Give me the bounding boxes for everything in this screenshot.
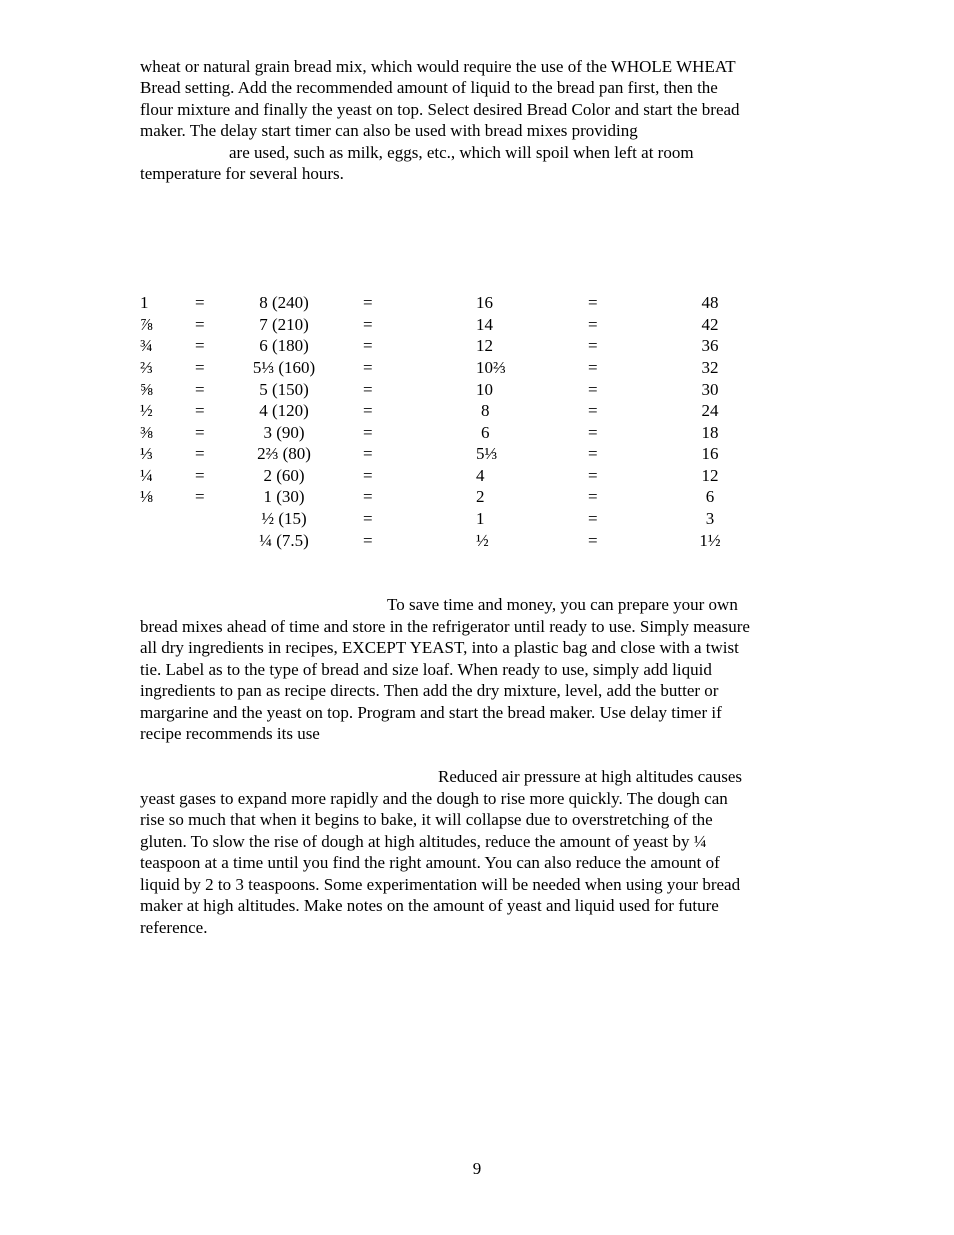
paragraph-line: Reduced air pressure at high altitudes causes <box>438 767 743 786</box>
paragraph-line: To save time and money, you can prepare your own <box>387 595 738 614</box>
equals-sign: = <box>363 380 373 399</box>
equals-sign: = <box>363 423 373 442</box>
fl-oz-ml-cell: 6 (180) <box>259 336 309 355</box>
cup-cell: ⅞ <box>140 315 153 334</box>
fl-oz-ml-cell: 2⅔ (80) <box>257 444 311 463</box>
equals-sign: = <box>588 509 598 528</box>
paragraph-line: gluten. To slow the rise of dough at high altitudes, reduce the amount of yeast by ¼ <box>140 832 707 851</box>
paragraph-line: Bread setting. Add the recommended amount of liquid to the bread pan first, then the <box>140 78 718 97</box>
paragraph-line: reference. <box>140 918 208 937</box>
teaspoon-cell: 48 <box>701 293 719 312</box>
paragraph-line: margarine and the yeast on top. Program and start the bread maker. Use delay timer if <box>140 703 722 722</box>
cup-cell: ¼ <box>140 466 153 485</box>
teaspoon-cell: 24 <box>701 401 719 420</box>
table-row <box>0 292 954 314</box>
fl-oz-ml-cell: ¼ (7.5) <box>259 531 309 550</box>
equals-sign: = <box>588 293 598 312</box>
cup-cell: ⅔ <box>140 358 153 377</box>
teaspoon-cell: 3 <box>705 509 715 528</box>
tablespoon-cell: 1 <box>476 509 485 528</box>
equals-sign: = <box>195 315 205 334</box>
teaspoon-cell: 18 <box>701 423 719 442</box>
cup-cell: ⅝ <box>140 380 153 399</box>
tablespoon-cell: 6 <box>481 423 490 442</box>
table-row <box>0 443 954 465</box>
tablespoon-cell: 14 <box>476 315 493 334</box>
fl-oz-ml-cell: 8 (240) <box>259 293 309 312</box>
teaspoon-cell: 30 <box>701 380 719 399</box>
page-number: 9 <box>472 1159 482 1178</box>
paragraph-line: liquid by 2 to 3 teaspoons. Some experimentation will be needed when using your bread <box>140 875 741 894</box>
fl-oz-ml-cell: 7 (210) <box>259 315 309 334</box>
cup-cell: ½ <box>140 401 153 420</box>
paragraph-line: teaspoon at a time until you find the right amount. You can also reduce the amount of <box>140 853 720 872</box>
fl-oz-ml-cell: 5⅓ (160) <box>252 358 316 377</box>
equals-sign: = <box>195 466 205 485</box>
equals-sign: = <box>588 444 598 463</box>
teaspoon-cell: 1½ <box>699 531 721 550</box>
equals-sign: = <box>363 358 373 377</box>
equals-sign: = <box>363 336 373 355</box>
paragraph-line: temperature for several hours. <box>140 164 344 183</box>
paragraph-line: recipe recommends its use <box>140 724 320 743</box>
table-row <box>0 530 954 552</box>
teaspoon-cell: 16 <box>701 444 719 463</box>
cup-cell: ⅛ <box>140 487 153 506</box>
equals-sign: = <box>588 336 598 355</box>
table-row <box>0 400 954 422</box>
equals-sign: = <box>588 380 598 399</box>
equals-sign: = <box>363 293 373 312</box>
paragraph-line: rise so much that when it begins to bake, it will collapse due to overstretching of the <box>140 810 713 829</box>
paragraph-line: maker. The delay start timer can also be used with bread mixes providing <box>140 121 638 140</box>
tablespoon-cell: 10 <box>476 380 493 399</box>
equals-sign: = <box>588 466 598 485</box>
cup-cell: 1 <box>140 293 149 312</box>
tablespoon-cell: 5⅓ <box>476 444 498 463</box>
equals-sign: = <box>588 315 598 334</box>
fl-oz-ml-cell: 4 (120) <box>259 401 309 420</box>
equals-sign: = <box>363 509 373 528</box>
equals-sign: = <box>195 358 205 377</box>
cup-cell: ⅓ <box>140 444 153 463</box>
teaspoon-cell: 6 <box>705 487 715 506</box>
table-row <box>0 508 954 530</box>
paragraph-line: all dry ingredients in recipes, EXCEPT YEAST, into a plastic bag and close with a twist <box>140 638 739 657</box>
fl-oz-ml-cell: 1 (30) <box>263 487 305 506</box>
table-row <box>0 357 954 379</box>
paragraph-line: bread mixes ahead of time and store in the refrigerator until ready to use. Simply measure <box>140 617 750 636</box>
tablespoon-cell: 16 <box>476 293 493 312</box>
paragraph-line: are used, such as milk, eggs, etc., which will spoil when left at room <box>229 143 694 162</box>
equals-sign: = <box>363 444 373 463</box>
teaspoon-cell: 36 <box>701 336 719 355</box>
equals-sign: = <box>588 531 598 550</box>
fl-oz-ml-cell: ½ (15) <box>261 509 307 528</box>
table-row <box>0 486 954 508</box>
teaspoon-cell: 32 <box>701 358 719 377</box>
equals-sign: = <box>588 358 598 377</box>
equals-sign: = <box>195 336 205 355</box>
equals-sign: = <box>363 487 373 506</box>
tablespoon-cell: 10⅔ <box>476 358 506 377</box>
paragraph-line: yeast gases to expand more rapidly and the dough to rise more quickly. The dough can <box>140 789 728 808</box>
table-row <box>0 379 954 401</box>
paragraph-line: flour mixture and finally the yeast on top. Select desired Bread Color and start the bread <box>140 100 740 119</box>
fl-oz-ml-cell: 3 (90) <box>263 423 305 442</box>
fl-oz-ml-cell: 2 (60) <box>263 466 305 485</box>
equals-sign: = <box>588 487 598 506</box>
equals-sign: = <box>363 315 373 334</box>
equals-sign: = <box>195 444 205 463</box>
teaspoon-cell: 12 <box>701 466 719 485</box>
equals-sign: = <box>363 466 373 485</box>
equals-sign: = <box>588 423 598 442</box>
equals-sign: = <box>363 401 373 420</box>
cup-cell: ⅜ <box>140 423 153 442</box>
paragraph-line: wheat or natural grain bread mix, which would require the use of the WHOLE WHEAT <box>140 57 736 76</box>
paragraph-line: ingredients to pan as recipe directs. Then add the dry mixture, level, add the butter or <box>140 681 719 700</box>
tablespoon-cell: 8 <box>481 401 490 420</box>
table-row <box>0 335 954 357</box>
equals-sign: = <box>363 531 373 550</box>
tablespoon-cell: 12 <box>476 336 493 355</box>
equals-sign: = <box>195 293 205 312</box>
equals-sign: = <box>195 401 205 420</box>
table-row <box>0 465 954 487</box>
tablespoon-cell: 4 <box>476 466 485 485</box>
equals-sign: = <box>195 380 205 399</box>
table-row <box>0 314 954 336</box>
table-row <box>0 422 954 444</box>
equals-sign: = <box>195 487 205 506</box>
paragraph-line: tie. Label as to the type of bread and size loaf. When ready to use, simply add liquid <box>140 660 712 679</box>
equals-sign: = <box>588 401 598 420</box>
paragraph-line: maker at high altitudes. Make notes on the amount of yeast and liquid used for future <box>140 896 719 915</box>
cup-cell: ¾ <box>140 336 153 355</box>
equals-sign: = <box>195 423 205 442</box>
teaspoon-cell: 42 <box>701 315 719 334</box>
tablespoon-cell: 2 <box>476 487 485 506</box>
tablespoon-cell: ½ <box>476 531 489 550</box>
fl-oz-ml-cell: 5 (150) <box>259 380 309 399</box>
